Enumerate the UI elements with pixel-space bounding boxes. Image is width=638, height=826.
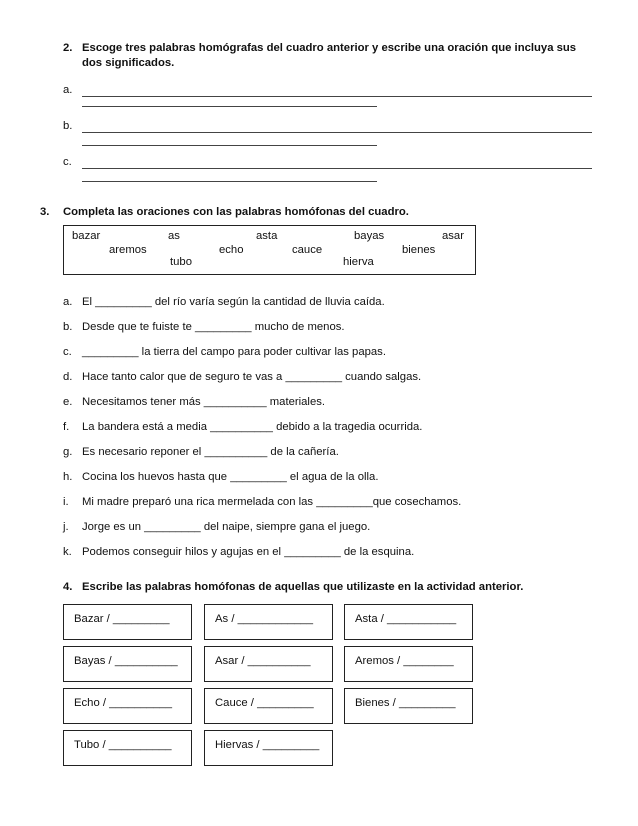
word-bayas: bayas [354,230,385,242]
sentence-i-text: Mi madre preparó una rica mermelada con las _________que cosechamos. [82,496,462,508]
section4-number: 4. [63,581,73,593]
cell-bienes[interactable]: Bienes / _________ [344,688,473,724]
answer-line-b1[interactable] [82,132,592,133]
sentence-d-letter: d. [63,371,73,383]
sentence-c-text: _________ la tierra del campo para poder cultivar las papas. [82,346,386,358]
sentence-d-text: Hace tanto calor que de seguro te vas a _________ cuando salgas. [82,371,422,383]
answer-line-b2[interactable] [82,145,377,146]
cell-aremos[interactable]: Aremos / ________ [344,646,473,682]
section2-number: 2. [63,42,73,54]
sentence-f-text: La bandera está a media __________ debido a la tragedia ocurrida. [82,421,423,433]
sentence-h-letter: h. [63,471,73,483]
sentence-a-text: El _________ del río varía según la cantidad de lluvia caída. [82,296,385,308]
section4-instruction: Escribe las palabras homófonas de aquellas que utilizaste en la actividad anterior. [82,581,524,593]
section2-item-a-letter: a. [63,84,73,96]
answer-line-c2[interactable] [82,181,377,182]
sentence-a-letter: a. [63,296,73,308]
section3-instruction: Completa las oraciones con las palabras homófonas del cuadro. [63,206,409,218]
cell-bayas[interactable]: Bayas / __________ [63,646,192,682]
sentence-j-letter: j. [63,521,69,533]
sentence-c-letter: c. [63,346,72,358]
cell-cauce[interactable]: Cauce / _________ [204,688,333,724]
cell-asta[interactable]: Asta / ___________ [344,604,473,640]
word-asar: asar [442,230,464,242]
cell-asar[interactable]: Asar / __________ [204,646,333,682]
answer-line-a2[interactable] [82,106,377,107]
cell-bazar[interactable]: Bazar / _________ [63,604,192,640]
sentence-f-letter: f. [63,421,70,433]
section2-instruction-line1: Escoge tres palabras homógrafas del cuadro anterior y escribe una oración que incluya sus [82,42,577,54]
cell-hiervas[interactable]: Hiervas / _________ [204,730,333,766]
word-aremos: aremos [109,244,147,256]
sentence-e-letter: e. [63,396,73,408]
sentence-e-text: Necesitamos tener más __________ materiales. [82,396,326,408]
section2-item-b-letter: b. [63,120,73,132]
section2-instruction-line2: dos significados. [82,57,175,69]
sentence-k-text: Podemos conseguir hilos y agujas en el _________ de la esquina. [82,546,415,558]
sentence-i-letter: i. [63,496,69,508]
answer-line-c1[interactable] [82,168,592,169]
cell-tubo[interactable]: Tubo / __________ [63,730,192,766]
sentence-g-letter: g. [63,446,73,458]
word-asta: asta [256,230,278,242]
word-hierva: hierva [343,256,374,268]
cell-as[interactable]: As / ____________ [204,604,333,640]
word-tubo: tubo [170,256,192,268]
section3-number: 3. [40,206,50,218]
cell-echo[interactable]: Echo / __________ [63,688,192,724]
sentence-g-text: Es necesario reponer el __________ de la cañería. [82,446,339,458]
word-as: as [168,230,180,242]
word-bazar: bazar [72,230,101,242]
answer-line-a1[interactable] [82,96,592,97]
section2-item-c-letter: c. [63,156,72,168]
sentence-j-text: Jorge es un _________ del naipe, siempre gana el juego. [82,521,371,533]
sentence-b-text: Desde que te fuiste te _________ mucho de menos. [82,321,345,333]
word-cauce: cauce [292,244,323,256]
sentence-h-text: Cocina los huevos hasta que _________ el agua de la olla. [82,471,379,483]
word-echo: echo [219,244,244,256]
sentence-b-letter: b. [63,321,73,333]
sentence-k-letter: k. [63,546,72,558]
word-bienes: bienes [402,244,436,256]
